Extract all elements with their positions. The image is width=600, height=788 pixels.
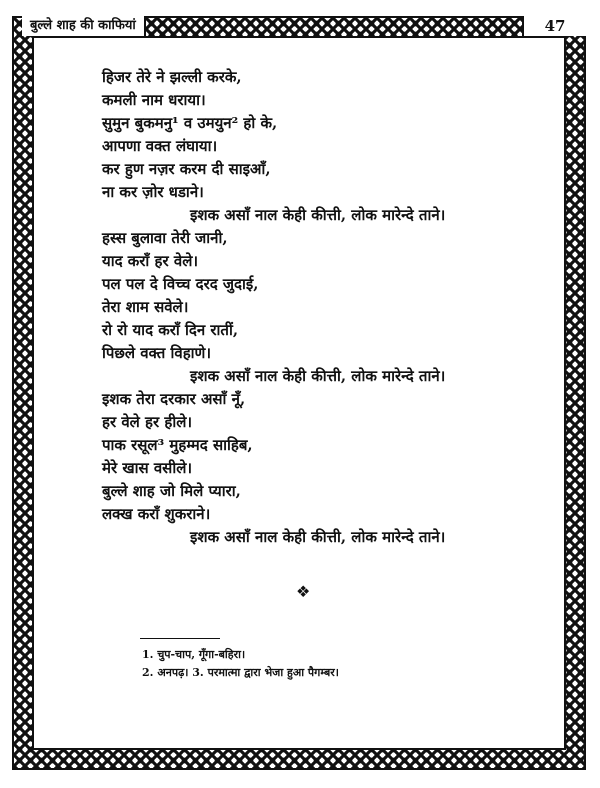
- verse-line: हस्स बुलावा तेरी जानी,: [102, 229, 228, 247]
- poem: [102, 66, 542, 549]
- verse-line: सुमुन बुकमनु¹ व उमयुन² हो के,: [102, 114, 278, 132]
- page-number: 47: [522, 16, 586, 36]
- verse-line: मेरे खास वसीले।: [102, 459, 193, 477]
- verse-line: कमली नाम धराया।: [102, 91, 206, 109]
- footnote-1: 1. चुप-चाप, गूँगा-बहिरा।: [142, 648, 246, 661]
- refrain-line: इशक असाँ नाल केही कीत्ती, लोक मारेन्दे ताने।: [190, 367, 446, 385]
- verse-line: हिजर तेरे ने झल्ली करके,: [102, 68, 242, 86]
- verse-line: रो रो याद कराँ दिन रातीं,: [102, 321, 239, 339]
- verse-line: लक्ख कराँ शुकराने।: [102, 505, 211, 523]
- refrain-line: इशक असाँ नाल केही कीत्ती, लोक मारेन्दे ताने।: [190, 528, 446, 546]
- running-head: बुल्ले शाह की काफियां: [22, 16, 146, 36]
- footnote-rule: [140, 638, 220, 639]
- section-ornament: ❖: [296, 582, 311, 601]
- footnotes: [142, 646, 339, 682]
- verse-line: बुल्ले शाह जो मिले प्यारा,: [102, 482, 241, 500]
- verse-line: तेरा शाम सवेले।: [102, 298, 189, 316]
- verse-line: आपणा वक्त लंघाया।: [102, 137, 218, 155]
- verse-line: पिछले वक्त विहाणे।: [102, 344, 212, 362]
- refrain-line: इशक असाँ नाल केही कीत्ती, लोक मारेन्दे ताने।: [190, 206, 446, 224]
- verse-line: पाक रसूल³ मुहम्मद साहिब,: [102, 436, 253, 454]
- page-header: [12, 16, 586, 36]
- verse-line: हर वेले हर हीले।: [102, 413, 193, 431]
- verse-line: याद कराँ हर वेले।: [102, 252, 199, 270]
- footnote-2: 2. अनपढ़। 3. परमात्मा द्वारा भेजा हुआ पैगम्बर।: [142, 666, 339, 679]
- verse-line: ना कर ज़ोर धडाने।: [102, 183, 204, 201]
- verse-line: इशक तेरा दरकार असाँ नूँ,: [102, 390, 246, 408]
- verse-line: पल पल दे विच्च दरद जुदाई,: [102, 275, 259, 293]
- verse-line: कर हुण नज़र करम दी साइआँ,: [102, 160, 271, 178]
